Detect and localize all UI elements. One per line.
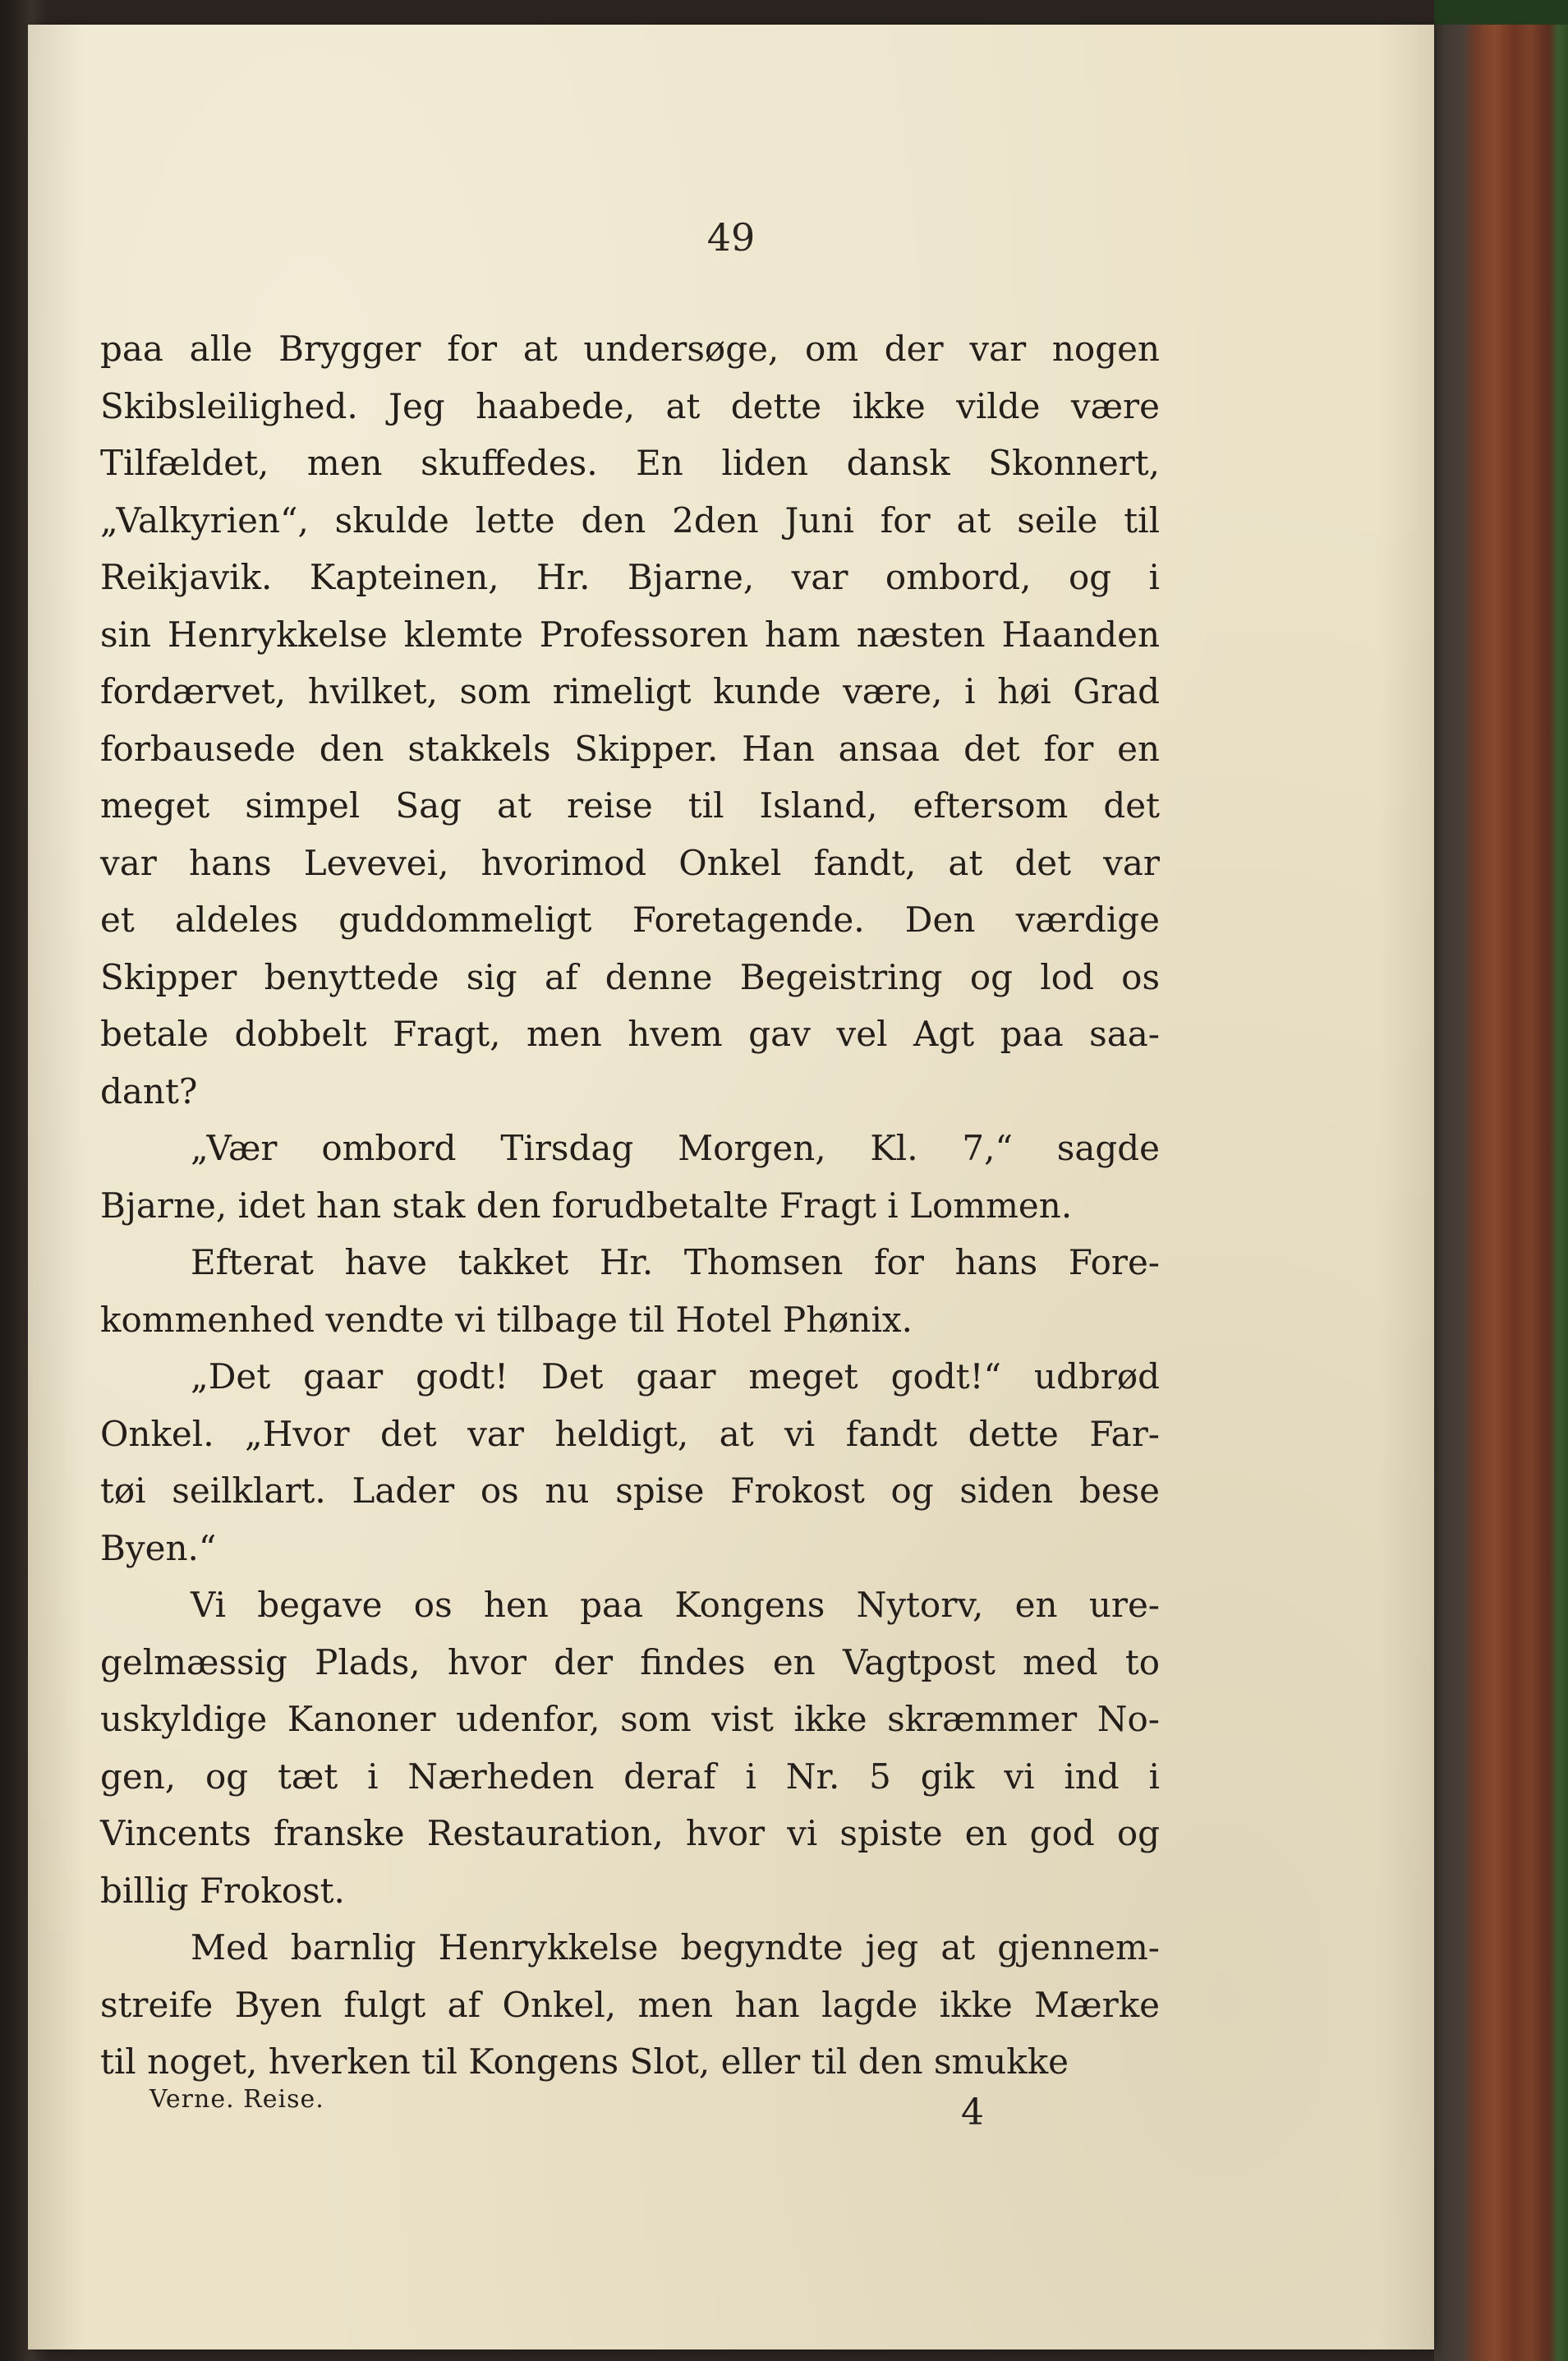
text-line: Vi begave os hen paa Kongens Nytorv, en ure- (191, 1585, 1160, 1625)
book-binding (1434, 25, 1568, 2361)
text-line: forbausede den stakkels Skipper. Han ansaa det for en (100, 728, 1160, 769)
text-line: Bjarne, idet han stak den forudbetalte Fragt i Lommen. (100, 1185, 1073, 1226)
printer-signature: Verne. Reise. (149, 2085, 324, 2114)
text-line: Skibsleilighed. Jeg haabede, at dette ikke vilde være (100, 385, 1160, 426)
page-sheet (28, 25, 1434, 2349)
text-line: gelmæssig Plads, hvor der findes en Vagtpost med to (100, 1641, 1160, 1682)
text-line: Byen.“ (100, 1527, 217, 1568)
page-number: 49 (706, 215, 756, 260)
text-line: meget simpel Sag at reise til Island, eftersom det (100, 785, 1160, 826)
text-line: „Det gaar godt! Det gaar meget godt!“ udbrød (191, 1356, 1160, 1397)
paragraph (100, 1576, 1160, 1919)
text-line: Tilfældet, men skuffedes. En liden dansk Skonnert, (100, 443, 1160, 483)
paragraph (100, 1120, 1160, 1234)
page-footer (149, 2085, 1106, 2134)
text-line: et aldeles guddommeligt Foretagende. Den værdige (100, 900, 1160, 940)
text-line: streife Byen fulgt af Onkel, men han lagde ikke Mærke (100, 1984, 1160, 2025)
paragraph (100, 1234, 1160, 1348)
paragraph (100, 1348, 1160, 1576)
text-line: Efterat have takket Hr. Thomsen for hans Fore- (191, 1242, 1160, 1282)
text-line: Med barnlig Henrykkelse begyndte jeg at gjennem- (191, 1927, 1160, 1968)
binding-edge (1434, 0, 1568, 25)
text-line: Onkel. „Hvor det var heldigt, at vi fandt dette Far- (100, 1413, 1160, 1454)
sheet-number: 4 (961, 2092, 984, 2133)
text-line: uskyldige Kanoner udenfor, som vist ikke skræmmer No- (100, 1699, 1160, 1739)
text-line: kommenhed vendte vi tilbage til Hotel Phønix. (100, 1299, 913, 1340)
text-line: „Valkyrien“, skulde lette den 2den Juni for at seile til (100, 499, 1160, 541)
text-line: Vincents franske Restauration, hvor vi spiste en god og (100, 1813, 1160, 1853)
body-text (100, 320, 1160, 2091)
text-line: til noget, hverken til Kongens Slot, eller til den smukke (100, 2041, 1069, 2082)
text-line: tøi seilklart. Lader os nu spise Frokost og siden bese (100, 1470, 1160, 1511)
text-line: dant? (100, 1070, 198, 1111)
text-line: var hans Levevei, hvorimod Onkel fandt, at det var (100, 842, 1160, 883)
text-line: betale dobbelt Fragt, men hvem gav vel Agt paa saa- (100, 1014, 1160, 1054)
text-line: Skipper benyttede sig af denne Begeistring og lod os (100, 956, 1160, 997)
text-line: billig Frokost. (100, 1870, 345, 1911)
text-line: Reikjavik. Kapteinen, Hr. Bjarne, var ombord, og i (100, 557, 1160, 597)
text-line: paa alle Brygger for at undersøge, om der var nogen (100, 329, 1160, 369)
text-line: gen, og tæt i Nærheden deraf i Nr. 5 gik vi ind i (100, 1756, 1160, 1797)
text-line: fordærvet, hvilket, som rimeligt kunde være, i høi Grad (100, 671, 1160, 711)
text-line: „Vær ombord Tirsdag Morgen, Kl. 7,“ sagde (191, 1128, 1160, 1168)
paragraph (100, 320, 1160, 1120)
text-line: sin Henrykkelse klemte Professoren ham næsten Haanden (100, 614, 1160, 655)
paragraph (100, 1919, 1160, 2091)
